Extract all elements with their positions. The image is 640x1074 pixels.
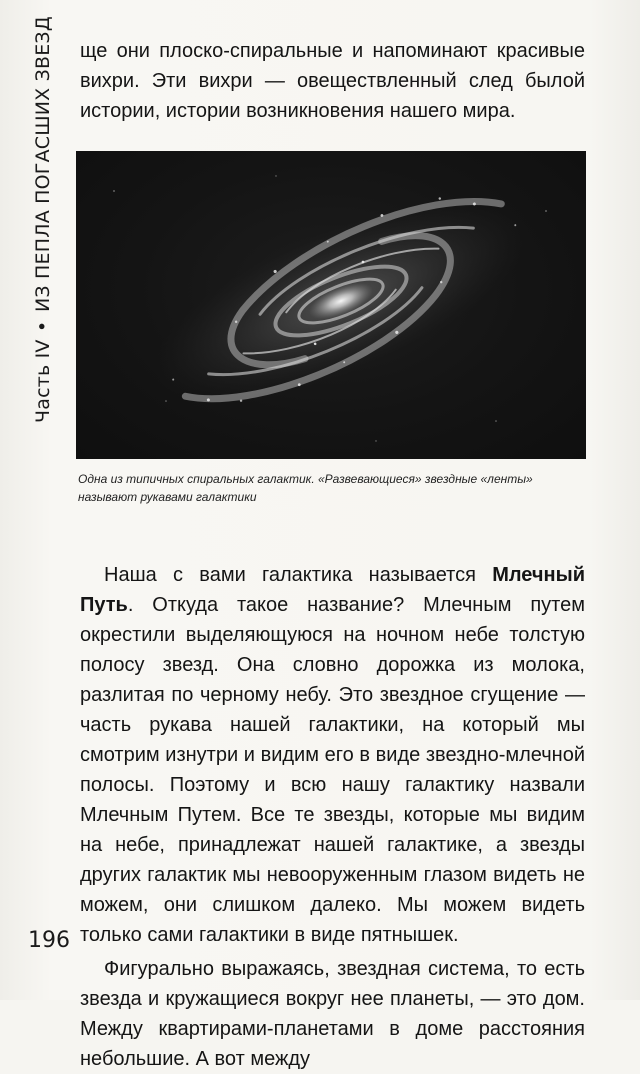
- main-text-block: [80, 560, 585, 1074]
- running-head-part: Часть IV: [32, 339, 54, 424]
- paragraph-milky-way-start: Наша с вами галактика называется: [104, 564, 493, 586]
- spiral-galaxy-image: [76, 151, 586, 459]
- intro-paragraph: ще они плоско-спиральные и напоминают красивые вихри. Эти вихри — овеществленный след былой истории, истории возникновения нашего мира.: [80, 40, 585, 122]
- page-number: 196: [28, 928, 70, 953]
- galaxy-illustration: [76, 151, 586, 459]
- paragraph-milky-way: [80, 560, 585, 950]
- term-milky-way: Млечный Путь: [80, 564, 585, 616]
- running-head-title: ИЗ ПЕПЛА ПОГАСШИХ ЗВЕЗД: [32, 16, 54, 313]
- paragraph-milky-way-rest: . Откуда такое название? Млечным путем окрестили выделяющуюся на ночном небе толстую полосу звезд. Она словно дорожка из молока, разлитая по черному небу. Это звездное сгущение — часть рукава нашей галактики, на который мы смотрим изнутри и видим его в виде звездно-млечной полосы. Поэтому и всю нашу галактику назвали Млечным Путем. Все те звезды, которые мы видим на небе, принадлежат нашей галактике, а звезды других галактик мы невооруженным глазом видеть не можем, они слишком далеко. Мы можем видеть только сами галактики в виде пятнышек.: [80, 594, 585, 946]
- figure-caption: Одна из типичных спиральных галактик. «Развевающиеся» звездные «ленты» называют рукавами галактики: [78, 472, 533, 504]
- running-head: [30, 16, 56, 424]
- intro-text-block: [80, 36, 585, 126]
- paragraph-star-system: Фигурально выражаясь, звездная система, то есть звезда и кружащиеся вокруг нее планеты, — это дом. Между квартирами-планетами в доме расстояния небольшие. А вот между: [80, 958, 585, 1070]
- running-head-separator: •: [32, 320, 54, 332]
